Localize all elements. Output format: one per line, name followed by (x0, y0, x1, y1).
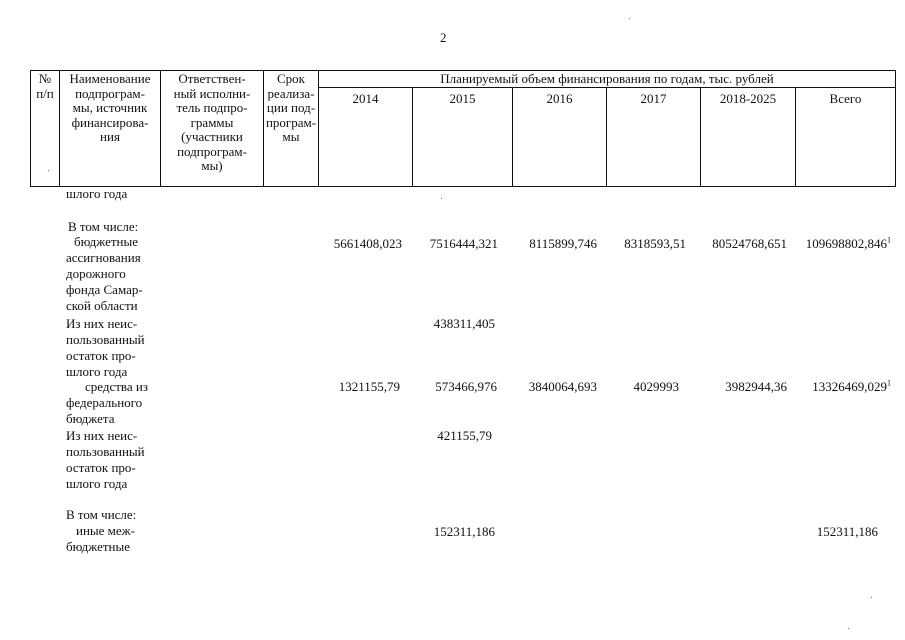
federal-value-2016: 3840064,693 (528, 379, 597, 394)
unused-balance-value-2015-1: 438311,405 (433, 316, 495, 331)
header-responsible-line: тель подпро- (176, 100, 248, 115)
budget-label (66, 234, 158, 314)
unused-label-line: Из них неис- (66, 428, 138, 443)
carry-over-text: шлого года (66, 186, 128, 201)
header-year-2014: 2014 (352, 91, 379, 106)
header-year-2018-2025: 2018-2025 (719, 91, 777, 106)
budget-value-2018-2025: 80524768,651 (712, 236, 787, 251)
in-that-number-label-2: В том числе: (66, 507, 137, 522)
federal-label (66, 379, 158, 427)
page-number: 2 (440, 30, 447, 45)
federal-value-total (812, 379, 891, 395)
header-name-line: подпрограм- (75, 85, 145, 101)
header-year-total: Всего (829, 91, 862, 106)
header-name-line: Наименование (69, 71, 151, 86)
federal-label-line: федерального (66, 395, 143, 410)
header-name-line: финансирова- (71, 114, 149, 130)
unused-label-line: шлого года (66, 364, 128, 379)
header-name-line: ния (100, 129, 120, 144)
budget-value-2015: 7516444,321 (429, 236, 498, 251)
footnote-mark: 1 (887, 378, 891, 388)
header-term-line: реализа- (267, 85, 315, 101)
budget-label-line: фонда Самар- (66, 282, 143, 297)
unused-label-line: Из них неис- (66, 316, 138, 331)
interbudget-label-line: иные меж- (76, 523, 135, 538)
header-name-line: мы, источник (72, 100, 148, 115)
border-right (895, 70, 896, 187)
interbudget-value-total: 152311,186 (816, 524, 878, 539)
unused-label-line: пользованный (66, 332, 145, 347)
unused-balance-value-2015-2: 421155,79 (437, 428, 492, 443)
unused-label-line: остаток про- (66, 348, 136, 363)
header-term-line: програм- (265, 114, 317, 130)
interbudget-label-line: бюджетные (66, 539, 131, 554)
federal-value-2018-2025: 3982944,36 (725, 379, 787, 394)
budget-value-2014: 5661408,023 (333, 236, 402, 251)
header-year-2017: 2017 (640, 91, 667, 106)
header-funding-title: Планируемый объем финансирования по годам, тыс. рублей (440, 71, 774, 86)
year-subheader-border (318, 87, 896, 88)
header-responsible-line: Ответствен- (178, 71, 246, 86)
header-number-line: п/п (36, 85, 54, 101)
budget-label-line: дорожного (66, 266, 126, 281)
unused-balance-label-1 (66, 316, 158, 380)
federal-total-number: 13326469,029 (812, 379, 887, 394)
scan-speck (629, 18, 630, 19)
scan-speck (871, 597, 872, 598)
header-year-2016: 2016 (546, 91, 573, 106)
border-col4 (318, 70, 319, 187)
budget-label-line: ской области (66, 298, 138, 313)
budget-label-line: ассигнования (66, 250, 141, 265)
budget-value-2017: 8318593,51 (624, 236, 686, 251)
header-responsible-line: подпрограм- (177, 143, 247, 159)
header-term-line: ции под- (266, 100, 316, 115)
header-responsible-line: граммы (190, 114, 234, 130)
header-number-line: № (38, 71, 52, 86)
federal-value-2017: 4029993 (633, 379, 679, 394)
federal-value-2015: 573466,976 (435, 379, 497, 394)
unused-balance-label-2 (66, 428, 158, 492)
budget-value-2016: 8115899,746 (529, 236, 597, 251)
scan-speck (848, 628, 849, 629)
header-year-2015: 2015 (449, 91, 476, 106)
interbudget-label (66, 523, 158, 555)
in-that-number-label: В том числе: (68, 219, 139, 234)
unused-label-line: шлого года (66, 476, 128, 491)
header-name (60, 72, 160, 145)
budget-label-line: бюджетные (74, 234, 139, 249)
header-responsible-line: мы) (201, 158, 223, 173)
scan-speck (441, 198, 442, 199)
footnote-mark: 1 (887, 235, 891, 245)
budget-value-total (806, 236, 891, 252)
header-term-line: мы (282, 129, 300, 144)
federal-label-line: средства из (85, 379, 149, 394)
scan-speck (48, 170, 49, 171)
header-number (31, 72, 59, 101)
federal-label-line: бюджета (66, 411, 115, 426)
header-term-line: Срок (277, 71, 305, 86)
federal-value-2014: 1321155,79 (338, 379, 400, 394)
header-term (264, 72, 318, 145)
unused-label-line: пользованный (66, 444, 145, 459)
interbudget-value-2015: 152311,186 (433, 524, 495, 539)
header-responsible-line: ный исполни- (173, 85, 251, 101)
unused-label-line: остаток про- (66, 460, 136, 475)
header-responsible (161, 72, 263, 174)
budget-total-number: 109698802,846 (805, 236, 887, 251)
header-responsible-line: (участники (181, 129, 243, 144)
